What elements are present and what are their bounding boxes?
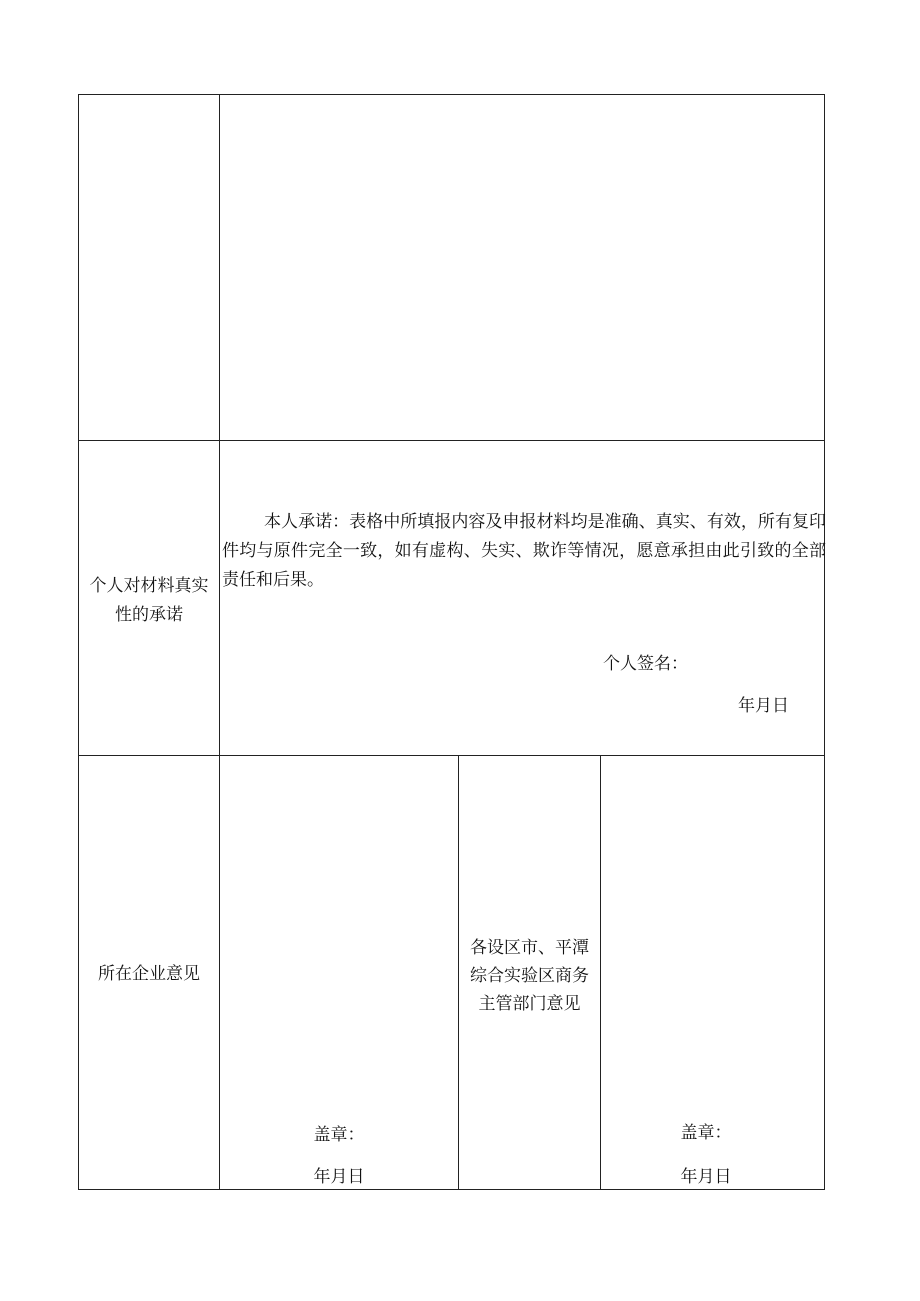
enterprise-date-label: 年月日: [313, 1167, 365, 1187]
authority-label-line3: 主管部门意见: [478, 994, 581, 1014]
row-divider-1: [78, 440, 825, 441]
enterprise-opinion-label: 所在企业意见: [98, 964, 200, 984]
commitment-label-line1: 个人对材料真实: [89, 576, 209, 596]
authority-seal-label: 盖章：: [680, 1123, 732, 1143]
authority-label-line1: 各设区市、平潭: [470, 938, 589, 958]
commitment-statement-text: 本人承诺：表格中所填报内容及申报材料均是准确、真实、有效，所有复印件均与原件完全一致，如有虚构、失实、欺诈等情况，愿意承担由此引致的全部责任和后果。: [222, 512, 826, 590]
signature-label: 个人签名：: [603, 654, 688, 674]
commitment-label-line2: 性的承诺: [115, 605, 183, 625]
enterprise-seal-label: 盖章：: [313, 1125, 365, 1145]
authority-label-line2: 综合实验区商务: [470, 966, 589, 986]
authority-date-label: 年月日: [680, 1167, 732, 1187]
commitment-statement: [222, 508, 826, 595]
empty-content-cell[interactable]: [220, 95, 824, 440]
commitment-date-label: 年月日: [738, 696, 789, 716]
